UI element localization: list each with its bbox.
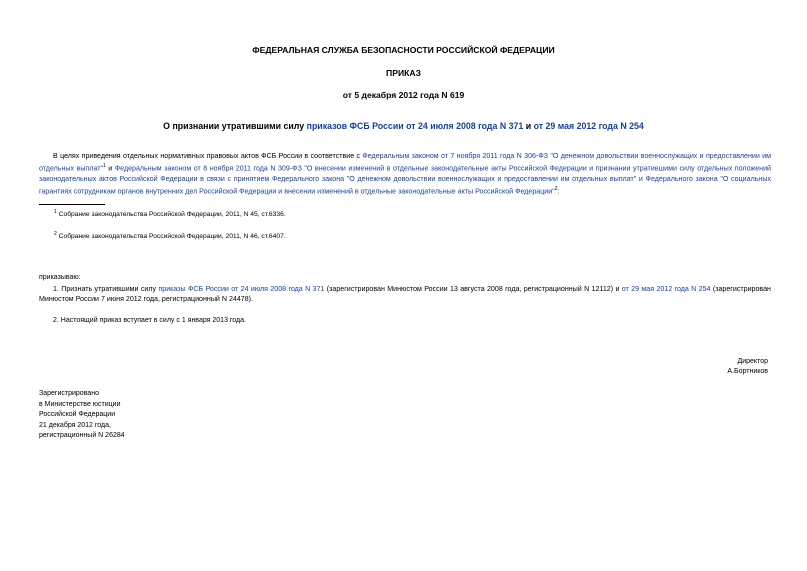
- registration-line: 21 декабря 2012 года,: [39, 421, 111, 429]
- footnote-mark: 1: [54, 209, 57, 215]
- footnote-divider: [39, 204, 105, 205]
- item-1-text-3: (зарегистрирован Минюстом России 7 июня 2012 года, регистрационный N 24478).: [39, 285, 771, 304]
- signature-block: [727, 357, 768, 377]
- link-federal-law-306[interactable]: Федеральным законом от 7 ноября 2011 года N 306-ФЗ "О денежном довольствии военнослужащих и предоставлении им отдельных выплат": [39, 152, 771, 173]
- footnote-text: Собрание законодательства Российской Федерации, 2011, N 45, ст.6336.: [56, 211, 286, 219]
- agency-heading: ФЕДЕРАЛЬНАЯ СЛУЖБА БЕЗОПАСНОСТИ РОССИЙСКОЙ ФЕДЕРАЦИИ: [252, 45, 555, 55]
- preamble-text-1: В целях приведения отдельных нормативных правовых актов ФСБ России в соответствие с: [53, 152, 363, 160]
- item-2-paragraph: 2. Настоящий приказ вступает в силу с 1 января 2013 года.: [53, 317, 246, 324]
- registration-line: в Министерстве юстиции: [39, 400, 121, 408]
- document-date-number: от 5 декабря 2012 года N 619: [342, 90, 465, 100]
- preamble-text-3: :: [557, 187, 560, 196]
- title-link-order-371[interactable]: приказов ФСБ России от 24 июля 2008 года N 371: [306, 121, 524, 131]
- link-order-254[interactable]: от 29 мая 2012 года N 254: [621, 285, 711, 293]
- signatory-position: Директор: [737, 358, 768, 365]
- footnote-2: [54, 231, 286, 240]
- footnote-1: [54, 209, 286, 218]
- item-1-text-2: (зарегистрирован Минюстом России 13 августа 2008 года, регистрационный N 12112) и: [324, 285, 622, 293]
- title-link-order-254[interactable]: от 29 мая 2012 года N 254: [533, 121, 644, 131]
- item-1-paragraph: [39, 284, 771, 305]
- preamble-text-2: и: [105, 164, 115, 173]
- registration-line: Российской Федерации: [39, 411, 116, 418]
- registration-line: регистрационный N 26284: [39, 432, 125, 439]
- footnote-text: Собрание законодательства Российской Федерации, 2011, N 46, ст.6407.: [56, 233, 286, 241]
- link-order-371[interactable]: приказы ФСБ России от 24 июля 2008 года N 371: [158, 285, 325, 293]
- footnote-ref-1[interactable]: 1: [102, 163, 106, 170]
- title-mid: и: [523, 121, 534, 131]
- order-word: приказываю:: [39, 274, 81, 281]
- document-type: ПРИКАЗ: [386, 68, 421, 78]
- link-federal-law-309[interactable]: Федеральным законом от 8 ноября 2011 года N 309-ФЗ "О внесении изменений в отдельные законодательные акты Российской Федерации и признании утратившими силу отдельных положений законодательных актов Российской Федерации в связи с принятием Федерального закона "О денежном довольствии военнослужащих и предоставлении им отдельных выплат" и Федерального закона "О социальных гарантиях сотрудникам органов внутренних дел Российской Федерации и внесении изменений в отдельные законодательные акты Российской Федерации": [39, 164, 772, 196]
- registration-block: [39, 389, 125, 442]
- preamble-paragraph: [39, 151, 771, 197]
- item-1-text-1: 1. Признать утратившими силу: [53, 285, 159, 293]
- registration-line: Зарегистрировано: [39, 390, 99, 397]
- document-title: [0, 121, 807, 131]
- title-prefix: О признании утратившими силу: [163, 121, 307, 131]
- footnote-ref-2[interactable]: 2: [554, 186, 558, 193]
- signatory-name: А.Бортников: [727, 368, 768, 375]
- footnote-mark: 2: [54, 231, 57, 237]
